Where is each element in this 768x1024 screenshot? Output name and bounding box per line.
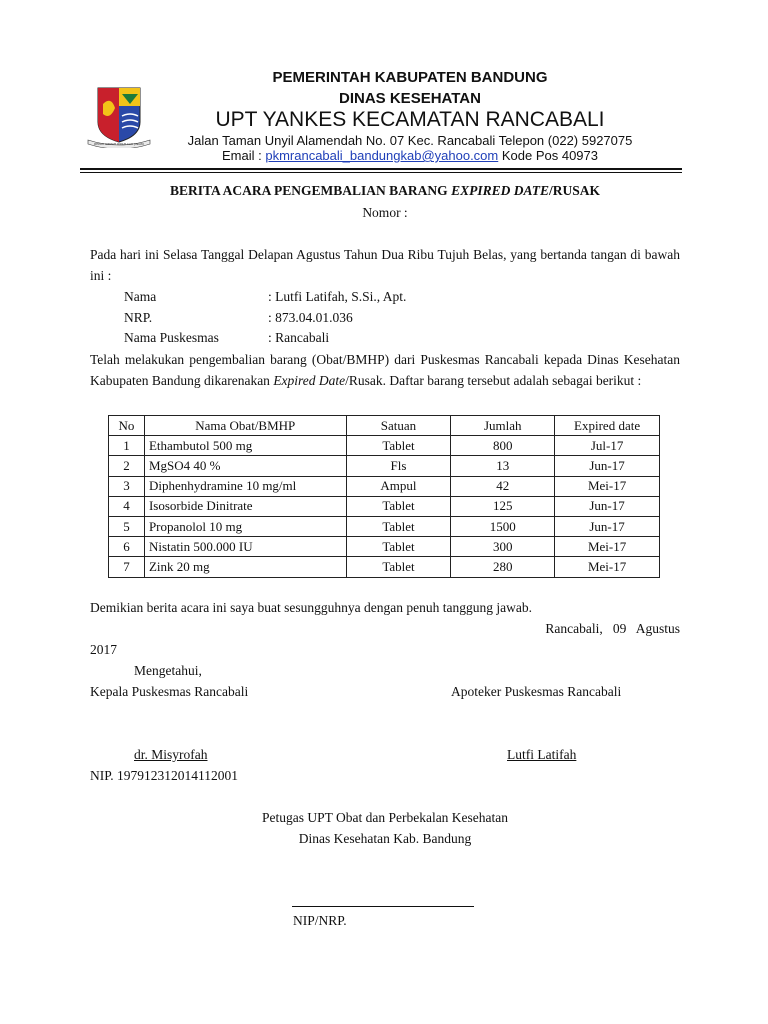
closing-statement: Demikian berita acara ini saya buat sesungguhnya dengan penuh tanggung jawab. <box>90 600 532 615</box>
col-header-unit: Satuan <box>346 416 451 436</box>
year: 2017 <box>90 642 117 657</box>
body-paragraph <box>90 349 680 391</box>
field-value-puskesmas: : Rancabali <box>268 330 330 345</box>
items-table <box>108 415 660 578</box>
signature-line <box>292 906 474 907</box>
header-contact <box>160 148 660 163</box>
cell-item-name: Zink 20 mg <box>144 557 346 577</box>
field-label-name: Nama <box>124 289 157 304</box>
cell-expired-date: Jul-17 <box>555 436 660 456</box>
cell-expired-date: Jun-17 <box>555 496 660 516</box>
col-header-quantity: Jumlah <box>451 416 555 436</box>
cell-quantity: 13 <box>451 456 555 476</box>
table-row <box>109 537 660 557</box>
email-link[interactable]: pkmrancabali_bandungkab@yahoo.com <box>265 148 499 163</box>
body-italic: Expired Date <box>273 373 346 388</box>
cell-item-name: Propanolol 10 mg <box>144 516 346 536</box>
postal-code: Kode Pos 40973 <box>498 148 598 163</box>
cell-expired-date: Mei-17 <box>555 537 660 557</box>
cell-quantity: 280 <box>451 557 555 577</box>
field-value-nrp: : 873.04.01.036 <box>268 310 353 325</box>
header-rule-thin <box>80 172 682 173</box>
signer-left-title: Kepala Puskesmas Rancabali <box>90 684 249 699</box>
cell-quantity: 1500 <box>451 516 555 536</box>
cell-quantity: 125 <box>451 496 555 516</box>
cell-quantity: 42 <box>451 476 555 496</box>
title-part1: BERITA ACARA PENGEMBALIAN BARANG <box>170 183 452 198</box>
table-header-row <box>109 416 660 436</box>
table-row <box>109 456 660 476</box>
document-number: Nomor : <box>362 205 408 220</box>
table-row <box>109 476 660 496</box>
cell-quantity: 800 <box>451 436 555 456</box>
cell-no: 5 <box>109 516 145 536</box>
email-label: Email : <box>222 148 266 163</box>
cell-unit: Ampul <box>346 476 451 496</box>
header-department: DINAS KESEHATAN <box>339 90 481 107</box>
place-date: Rancabali, 09 Agustus <box>545 621 680 636</box>
cell-unit: Tablet <box>346 557 451 577</box>
cell-expired-date: Mei-17 <box>555 476 660 496</box>
document-title <box>90 183 680 199</box>
table-row <box>109 557 660 577</box>
cell-no: 1 <box>109 436 145 456</box>
header-address: Jalan Taman Unyil Alamendah No. 07 Kec. Rancabali Telepon (022) 5927075 <box>187 133 633 148</box>
header-rule-thick <box>80 168 682 170</box>
regency-emblem-logo <box>84 84 154 148</box>
acknowledged-label: Mengetahui, <box>134 663 202 678</box>
cell-no: 3 <box>109 476 145 496</box>
cell-item-name: MgSO4 40 % <box>144 456 346 476</box>
body-part1: Telah melakukan pengembalian barang (Obat/BMHP) dari Puskesmas Rancabali kepada Dinas Kesehatan Kabupaten Bandung dikarenakan <box>90 352 680 388</box>
cell-no: 7 <box>109 557 145 577</box>
cell-item-name: Isosorbide Dinitrate <box>144 496 346 516</box>
col-header-expired-date: Expired date <box>555 416 660 436</box>
intro-paragraph: Pada hari ini Selasa Tanggal Delapan Agustus Tahun Dua Ribu Tujuh Belas, yang bertanda tangan di bawah ini : <box>90 247 680 283</box>
officer-title-line2: Dinas Kesehatan Kab. Bandung <box>298 831 472 846</box>
header-unit: UPT YANKES KECAMATAN RANCABALI <box>215 108 605 131</box>
cell-no: 2 <box>109 456 145 476</box>
title-part2: /RUSAK <box>548 183 600 198</box>
cell-item-name: Diphenhydramine 10 mg/ml <box>144 476 346 496</box>
col-header-no: No <box>109 416 145 436</box>
cell-unit: Tablet <box>346 516 451 536</box>
cell-expired-date: Jun-17 <box>555 516 660 536</box>
field-label-nrp: NRP. <box>124 310 153 325</box>
col-header-item-name: Nama Obat/BMHP <box>144 416 346 436</box>
header-government: PEMERINTAH KABUPATEN BANDUNG <box>272 69 548 86</box>
cell-unit: Tablet <box>346 537 451 557</box>
signer-left-name: dr. Misyrofah <box>134 747 208 762</box>
signer-right-title: Apoteker Puskesmas Rancabali <box>451 684 622 699</box>
cell-unit: Tablet <box>346 436 451 456</box>
signer-left-nip: NIP. 197912312014112001 <box>90 768 239 783</box>
logo-caption: REPAH GEMAH RIPAH LOH JINAWI <box>94 142 144 146</box>
cell-item-name: Ethambutol 500 mg <box>144 436 346 456</box>
field-label-puskesmas: Nama Puskesmas <box>124 330 219 345</box>
cell-quantity: 300 <box>451 537 555 557</box>
body-part2: /Rusak. Daftar barang tersebut adalah sebagai berikut : <box>345 373 642 388</box>
cell-expired-date: Jun-17 <box>555 456 660 476</box>
officer-title-line1: Petugas UPT Obat dan Perbekalan Kesehatan <box>261 810 509 825</box>
cell-unit: Fls <box>346 456 451 476</box>
table-row <box>109 436 660 456</box>
cell-unit: Tablet <box>346 496 451 516</box>
cell-item-name: Nistatin 500.000 IU <box>144 537 346 557</box>
cell-expired-date: Mei-17 <box>555 557 660 577</box>
signer-right-name: Lutfi Latifah <box>507 747 577 762</box>
field-value-name: : Lutfi Latifah, S.Si., Apt. <box>268 289 407 304</box>
table-row <box>109 496 660 516</box>
cell-no: 4 <box>109 496 145 516</box>
officer-nip: NIP/NRP. <box>293 913 347 928</box>
cell-no: 6 <box>109 537 145 557</box>
table-row <box>109 516 660 536</box>
title-italic: EXPIRED DATE <box>451 183 549 198</box>
